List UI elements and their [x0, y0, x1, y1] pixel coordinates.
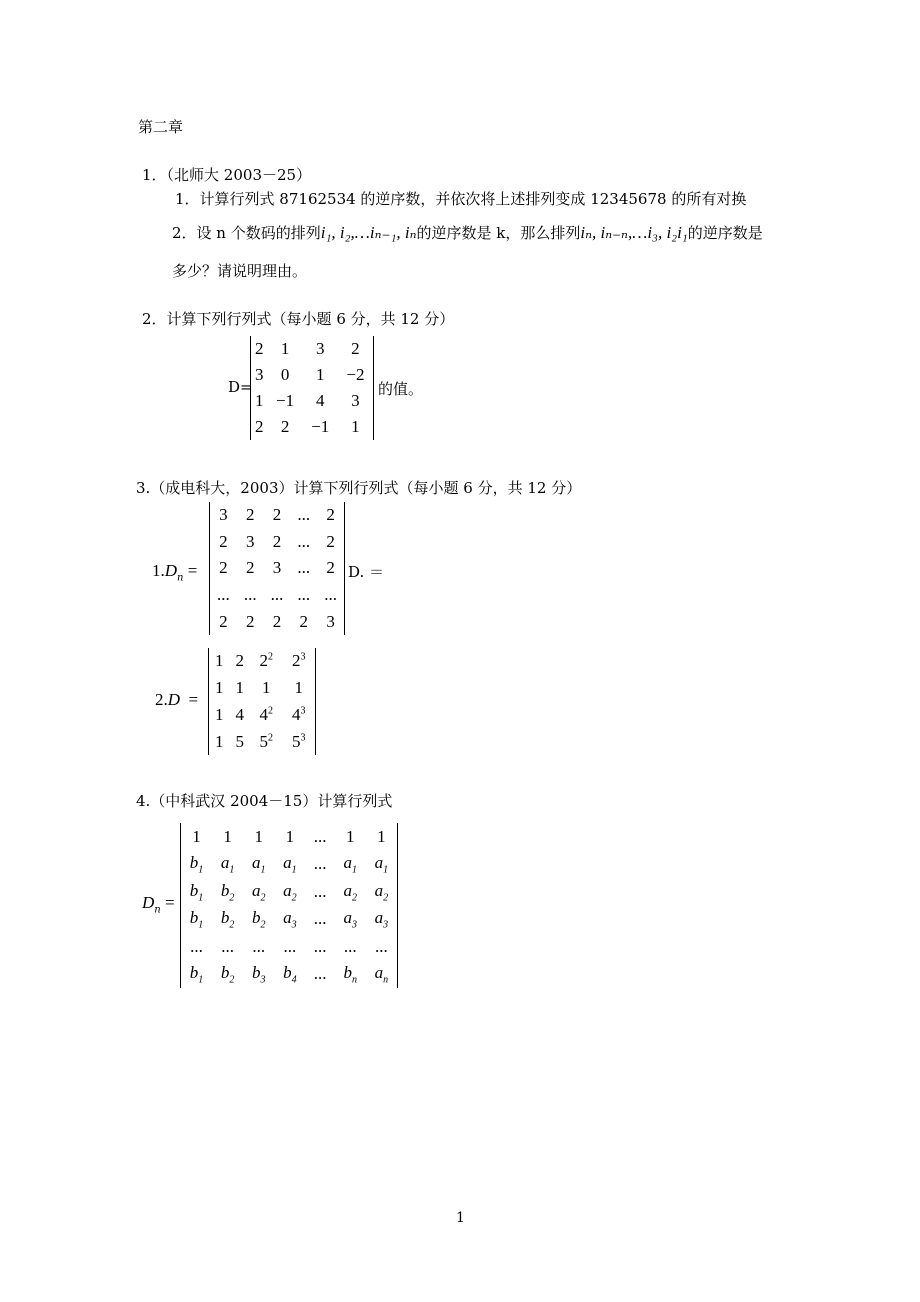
q2-matrix-row	[251, 388, 373, 414]
matrix-entry-base: a	[374, 880, 384, 900]
matrix-entry-subscript: 1	[229, 864, 235, 876]
q4-matrix-cell: ...	[375, 936, 388, 956]
q3-sub2-determinant	[208, 648, 316, 755]
q2-matrix-cell: 3	[255, 365, 264, 384]
q4-matrix-cell	[212, 878, 243, 906]
q3-sub1-matrix-cell: 2	[219, 531, 228, 551]
q2-matrix-cell: 1	[255, 391, 264, 410]
q2-lhs: D=	[228, 378, 253, 396]
q4-matrix-cell: ...	[313, 881, 327, 901]
matrix-entry-base: a	[220, 853, 230, 873]
q4-matrix-cell	[243, 878, 274, 906]
q3-sub2-matrix-cell: 1	[294, 678, 303, 698]
q1-part2-seq2: iₙ, iₙ₋ₙ,…i₃, i₂i₁	[580, 223, 688, 242]
q4-matrix-cell	[181, 961, 212, 989]
matrix-entry-base: b	[283, 963, 292, 983]
q3-sub1-matrix-row	[210, 555, 344, 582]
q3-sub2-matrix-cell: 1	[214, 704, 224, 724]
q4-matrix-row	[181, 851, 397, 879]
q4-matrix-row	[181, 906, 397, 934]
q3-sub2-matrix-cell	[250, 702, 283, 729]
matrix-entry-base: a	[251, 880, 261, 900]
q3-sub1-matrix-row	[210, 502, 344, 529]
q4-matrix-cell	[274, 906, 305, 934]
q3-sub1-label: 1.	[152, 561, 165, 580]
q2-matrix-cell: −1	[311, 417, 330, 436]
q2-matrix-cell: 2	[280, 417, 290, 436]
matrix-entry-subscript: 3	[291, 919, 297, 931]
matrix-entry-subscript: 1	[198, 864, 204, 876]
q3-sub2-matrix-cell	[282, 648, 315, 675]
q4-matrix-cell: ...	[343, 936, 357, 956]
q3-sub2-matrix-cell: 2	[235, 651, 244, 671]
q4-matrix-cell	[335, 961, 366, 989]
q2-matrix-row	[251, 336, 373, 362]
matrix-entry-base: a	[343, 880, 353, 900]
matrix-entry-subscript: 2	[291, 891, 297, 903]
q3-sub1-matrix-cell: 2	[219, 611, 228, 631]
q1-part2-suffix: 的逆序数是	[687, 224, 763, 242]
q2-header: 2．计算下列行列式（每小题 6 分，共 12 分）	[142, 310, 455, 328]
q3-header: 3.（成电科大，2003）计算下列行列式（每小题 6 分，共 12 分）	[136, 479, 582, 497]
q3-sub1-matrix-cell: 2	[272, 505, 282, 525]
q2-matrix-cell: 1	[316, 365, 325, 384]
matrix-entry-subscript: 3	[352, 919, 358, 931]
matrix-entry-subscript: 2	[229, 919, 235, 931]
q2-determinant	[250, 336, 374, 440]
q1-part2-mid: 的逆序数是 k，那么排列	[416, 224, 581, 242]
q4-matrix-cell	[212, 851, 243, 879]
q2-suffix: 的值。	[378, 380, 424, 398]
q3-sub1-matrix-cell: ...	[297, 505, 311, 525]
q4-matrix-row	[181, 933, 397, 961]
q4-lhs-var: D	[142, 893, 155, 912]
q3-sub2-matrix-cell: 1	[214, 678, 224, 698]
q3-sub1-matrix-cell: 2	[272, 531, 282, 551]
matrix-entry-subscript: 1	[291, 864, 297, 876]
matrix-entry-subscript: n	[352, 974, 358, 986]
q4-matrix-cell: ...	[283, 936, 297, 956]
matrix-entry-subscript: 3	[383, 919, 389, 931]
q3-sub1-matrix-cell: 2	[245, 611, 255, 631]
q3-sub2-matrix-cell: 1	[214, 651, 224, 671]
q4-determinant	[180, 823, 398, 988]
q4-matrix-cell: ...	[313, 964, 327, 984]
matrix-entry-subscript: 1	[352, 864, 358, 876]
q4-matrix-cell: ...	[313, 854, 327, 874]
matrix-entry-base: a	[251, 853, 261, 873]
matrix-entry-base: b	[251, 908, 261, 928]
q4-matrix-cell: 1	[285, 826, 295, 846]
q3-sub2-lhs: 2.D =	[155, 690, 199, 709]
q3-sub2-matrix-row	[209, 728, 315, 755]
q4-matrix-cell	[243, 961, 274, 989]
q3-sub2-matrix-cell	[282, 728, 315, 755]
q2-matrix-cell: −2	[346, 365, 365, 384]
q3-sub1-matrix-cell: ...	[297, 558, 311, 578]
q1-part2-prefix: 2．设 n 个数码的排列	[172, 224, 321, 242]
q4-matrix-cell	[274, 878, 305, 906]
matrix-entry-base: b	[220, 880, 230, 900]
q4-header: 4.（中科武汉 2004－15）计算行列式	[136, 792, 393, 810]
q4-matrix-cell	[274, 961, 305, 989]
matrix-entry-base: a	[343, 853, 353, 873]
q3-sub1-matrix-cell: 2	[245, 505, 255, 525]
matrix-entry-base: b	[189, 908, 199, 928]
q4-matrix-row	[181, 878, 397, 906]
page-number: 1	[456, 1210, 465, 1226]
q2-matrix-cell: 1	[351, 417, 360, 436]
q4-matrix-cell	[366, 878, 397, 906]
q3-sub2-label: 2.	[155, 690, 168, 709]
q3-sub2-matrix-row	[209, 648, 315, 675]
matrix-entry-subscript: 2	[229, 891, 235, 903]
q2-matrix-cell: 2	[255, 417, 264, 436]
q3-sub2-matrix-cell: 1	[235, 678, 244, 698]
matrix-entry-subscript: 4	[291, 974, 297, 986]
q4-matrix-cell: 1	[377, 826, 386, 846]
q2-matrix-cell: 3	[316, 339, 325, 358]
matrix-entry-base: 5	[259, 731, 268, 751]
matrix-entry-base: b	[220, 908, 230, 928]
q2-matrix-cell: 2	[351, 339, 360, 358]
matrix-entry-base: a	[283, 853, 292, 873]
q4-matrix-cell: 1	[346, 826, 355, 846]
q4-matrix-cell: ...	[313, 909, 327, 929]
q3-sub1-matrix-cell: 3	[326, 611, 335, 631]
q1-header: 1．（北师大 2003－25）	[142, 166, 312, 184]
chapter-title: 第二章	[138, 118, 184, 136]
matrix-entry-base: b	[189, 853, 199, 873]
matrix-entry-base: b	[220, 963, 230, 983]
q3-sub2-matrix-cell	[282, 702, 315, 729]
q1-part2	[172, 222, 763, 243]
matrix-entry-superscript: 3	[300, 651, 306, 663]
q3-sub2-matrix-cell: 1	[214, 731, 224, 751]
q2-matrix-row	[251, 362, 373, 388]
q3-sub2-matrix-row	[209, 702, 315, 729]
q3-sub2-var: D	[167, 690, 181, 709]
q3-sub1-matrix-cell: ...	[217, 585, 230, 605]
q3-sub1-matrix-cell: 2	[245, 558, 255, 578]
matrix-entry-subscript: 2	[383, 891, 389, 903]
q4-matrix-cell	[366, 906, 397, 934]
q3-sub1-matrix-cell: 2	[326, 558, 335, 578]
matrix-entry-superscript: 2	[267, 705, 273, 717]
q2-matrix-cell: 3	[351, 391, 360, 410]
q1-part2-line2: 多少？请说明理由。	[172, 262, 308, 280]
q4-matrix-cell	[335, 878, 366, 906]
matrix-entry-subscript: 1	[198, 891, 204, 903]
matrix-entry-base: 2	[291, 651, 301, 671]
matrix-entry-base: 5	[291, 731, 301, 751]
q4-matrix-cell	[181, 878, 212, 906]
q4-matrix-cell: ...	[313, 826, 327, 846]
q4-matrix-cell	[366, 851, 397, 879]
q3-sub2-matrix-cell: 5	[235, 731, 244, 751]
q3-sub1-matrix-cell: ...	[243, 585, 257, 605]
q4-matrix-cell	[212, 906, 243, 934]
q3-sub1-matrix-cell: ...	[324, 585, 337, 605]
matrix-entry-subscript: 2	[260, 919, 266, 931]
matrix-entry-base: a	[374, 908, 384, 928]
q1-part2-seq1: i₁, i₂,…iₙ₋₁, iₙ	[320, 223, 417, 242]
q3-sub1-matrix-cell: ...	[297, 585, 311, 605]
q4-matrix-cell	[335, 851, 366, 879]
q3-sub1-matrix-row	[210, 529, 344, 556]
q2-matrix-row	[251, 414, 373, 440]
q3-sub2-matrix-cell: 1	[261, 678, 271, 698]
q4-lhs-sub: n	[154, 904, 161, 916]
q4-matrix-cell	[181, 906, 212, 934]
matrix-entry-subscript: 1	[198, 974, 204, 986]
q4-matrix-cell: 1	[254, 826, 263, 846]
q3-sub1-suffix: D. ＝	[348, 563, 385, 581]
q2-matrix-cell: 1	[280, 339, 290, 358]
q1-part1: 1．计算行列式 87162534 的逆序数，并依次将上述排列变成 12345678 的所有对换	[175, 190, 747, 208]
matrix-entry-superscript: 2	[267, 651, 273, 663]
q4-matrix-cell	[243, 906, 274, 934]
matrix-entry-subscript: 1	[198, 919, 204, 931]
matrix-entry-subscript: 2	[260, 891, 266, 903]
q3-sub1-determinant	[209, 502, 345, 635]
q4-matrix-cell	[366, 961, 397, 989]
q3-sub1-matrix-cell: ...	[270, 585, 284, 605]
q4-matrix-cell: 1	[223, 826, 232, 846]
q2-matrix-cell: 2	[255, 339, 264, 358]
q4-matrix-cell: ...	[221, 936, 235, 956]
q3-sub1-var: D	[164, 561, 178, 580]
q2-matrix-cell: 4	[316, 391, 325, 410]
matrix-entry-base: a	[343, 908, 353, 928]
matrix-entry-subscript: 3	[260, 974, 266, 986]
matrix-entry-base: b	[251, 963, 261, 983]
matrix-entry-base: b	[189, 880, 199, 900]
matrix-entry-base: a	[283, 908, 292, 928]
q3-sub1-matrix-cell: ...	[297, 531, 311, 551]
q3-sub1-matrix-cell: 2	[326, 505, 335, 525]
q3-sub2-matrix-cell: 4	[235, 704, 244, 724]
matrix-entry-subscript: 1	[383, 864, 389, 876]
matrix-entry-base: 4	[259, 704, 268, 724]
q3-sub1-matrix-cell: 2	[299, 611, 309, 631]
matrix-entry-superscript: 3	[300, 731, 306, 743]
q3-sub1-matrix-row	[210, 608, 344, 635]
matrix-entry-superscript: 2	[267, 731, 273, 743]
matrix-entry-base: b	[189, 963, 199, 983]
q4-matrix-cell: 1	[192, 826, 201, 846]
matrix-entry-base: a	[374, 963, 384, 983]
matrix-entry-base: a	[283, 880, 292, 900]
q4-matrix-cell	[212, 961, 243, 989]
q3-sub1-matrix-cell: 3	[219, 505, 228, 525]
q3-sub1-matrix-cell: 3	[245, 531, 255, 551]
matrix-entry-subscript: n	[383, 974, 389, 986]
q2-matrix-cell: 0	[280, 365, 290, 384]
q4-matrix-cell: ...	[313, 936, 327, 956]
matrix-entry-base: b	[343, 963, 353, 983]
q3-sub1-matrix-cell: 2	[326, 531, 335, 551]
q3-sub2-matrix-cell	[250, 648, 283, 675]
q4-matrix-cell	[335, 906, 366, 934]
q3-sub1-sub: n	[177, 572, 184, 584]
matrix-entry-base: a	[374, 853, 384, 873]
q3-sub1-lhs: $1.D_n$ =	[152, 561, 198, 584]
q3-sub2-matrix-cell	[250, 728, 283, 755]
q3-sub2-matrix-row	[209, 675, 315, 702]
q4-matrix-cell	[243, 851, 274, 879]
q4-matrix-cell	[274, 851, 305, 879]
q4-matrix-cell: ...	[252, 936, 266, 956]
matrix-entry-subscript: 2	[352, 891, 358, 903]
q4-matrix-cell: ...	[190, 936, 203, 956]
matrix-entry-base: 2	[259, 651, 268, 671]
matrix-entry-subscript: 1	[260, 864, 266, 876]
q2-matrix-cell: −1	[276, 391, 295, 410]
q3-sub1-matrix-cell: 3	[272, 558, 282, 578]
matrix-entry-base: 4	[291, 704, 301, 724]
q4-matrix-row	[181, 961, 397, 989]
q4-matrix-row	[181, 823, 397, 851]
q3-sub1-matrix-row	[210, 582, 344, 609]
q4-matrix-cell	[181, 851, 212, 879]
q4-lhs: $D_n$ =	[142, 893, 175, 916]
q3-sub1-matrix-cell: 2	[272, 611, 282, 631]
matrix-entry-subscript: 2	[229, 974, 235, 986]
matrix-entry-superscript: 3	[300, 705, 306, 717]
q3-sub1-matrix-cell: 2	[219, 558, 228, 578]
